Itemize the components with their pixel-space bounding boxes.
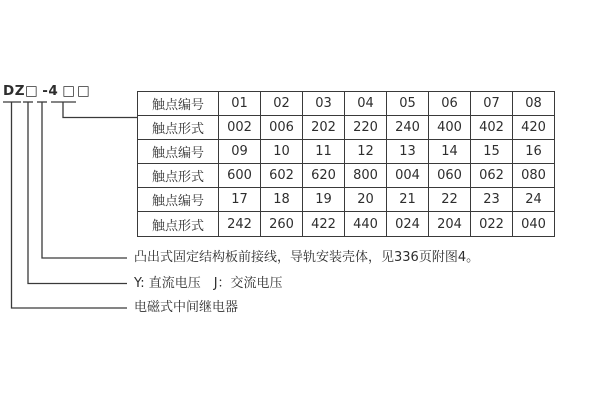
contact-cell: 17 (219, 188, 261, 212)
contact-cell: 080 (513, 164, 555, 188)
contact-cell: 23 (471, 188, 513, 212)
row-label: 触点编号 (138, 140, 219, 164)
contact-cell: 06 (429, 92, 471, 116)
contact-cell: 05 (387, 92, 429, 116)
contact-cell: 09 (219, 140, 261, 164)
row-label: 触点编号 (138, 188, 219, 212)
contact-cell: 400 (429, 116, 471, 140)
row-label: 触点形式 (138, 116, 219, 140)
model-box1: □ (25, 83, 39, 99)
contact-cell: 240 (387, 116, 429, 140)
contact-cell: 10 (261, 140, 303, 164)
contact-cell: 800 (345, 164, 387, 188)
contact-cell: 18 (261, 188, 303, 212)
contact-cell: 202 (303, 116, 345, 140)
contact-cell: 062 (471, 164, 513, 188)
contact-cell: 02 (261, 92, 303, 116)
contact-cell: 16 (513, 140, 555, 164)
table-row (138, 164, 555, 188)
contact-cell: 04 (345, 92, 387, 116)
connector-table-line (63, 102, 137, 118)
contact-cell: 21 (387, 188, 429, 212)
contact-cell: 024 (387, 212, 429, 236)
contact-code-table (137, 91, 555, 237)
contact-cell: 402 (471, 116, 513, 140)
contact-cell: 004 (387, 164, 429, 188)
row-label: 触点形式 (138, 164, 219, 188)
table-row (138, 140, 555, 164)
model-prefix: DZ (3, 83, 25, 99)
contact-cell: 620 (303, 164, 345, 188)
annotation-voltage-type: Y: 直流电压 J：交流电压 (134, 275, 283, 291)
contact-cell: 19 (303, 188, 345, 212)
connector-voltage-line (28, 102, 127, 284)
contact-cell: 022 (471, 212, 513, 236)
row-label: 触点编号 (138, 92, 219, 116)
contact-cell: 15 (471, 140, 513, 164)
contact-cell: 260 (261, 212, 303, 236)
contact-cell: 600 (219, 164, 261, 188)
contact-cell: 11 (303, 140, 345, 164)
contact-cell: 22 (429, 188, 471, 212)
contact-table-body (138, 92, 555, 237)
contact-cell: 03 (303, 92, 345, 116)
model-boxes: □□ (62, 83, 92, 99)
contact-cell: 24 (513, 188, 555, 212)
contact-cell: 07 (471, 92, 513, 116)
annotation-relay-type: 电磁式中间继电器 (134, 300, 239, 315)
contact-cell: 01 (219, 92, 261, 116)
annotation-structure: 凸出式固定结构板前接线，导轨安装壳体，见336页附图4。 (134, 250, 480, 265)
contact-cell: 220 (345, 116, 387, 140)
contact-cell: 440 (345, 212, 387, 236)
connector-relay-type-line (12, 102, 128, 308)
contact-cell: 12 (345, 140, 387, 164)
contact-cell: 040 (513, 212, 555, 236)
contact-cell: 20 (345, 188, 387, 212)
table-row (138, 188, 555, 212)
row-label: 触点形式 (138, 212, 219, 236)
model-designation (3, 83, 92, 99)
contact-cell: 060 (429, 164, 471, 188)
contact-cell: 08 (513, 92, 555, 116)
table-row (138, 116, 555, 140)
contact-cell: 204 (429, 212, 471, 236)
table-row (138, 212, 555, 236)
table-row (138, 92, 555, 116)
model-mid: -4 (42, 83, 59, 99)
connector-structure-line (42, 102, 127, 258)
contact-cell: 14 (429, 140, 471, 164)
contact-cell: 242 (219, 212, 261, 236)
contact-cell: 002 (219, 116, 261, 140)
contact-cell: 13 (387, 140, 429, 164)
contact-cell: 420 (513, 116, 555, 140)
contact-cell: 602 (261, 164, 303, 188)
contact-cell: 422 (303, 212, 345, 236)
contact-cell: 006 (261, 116, 303, 140)
